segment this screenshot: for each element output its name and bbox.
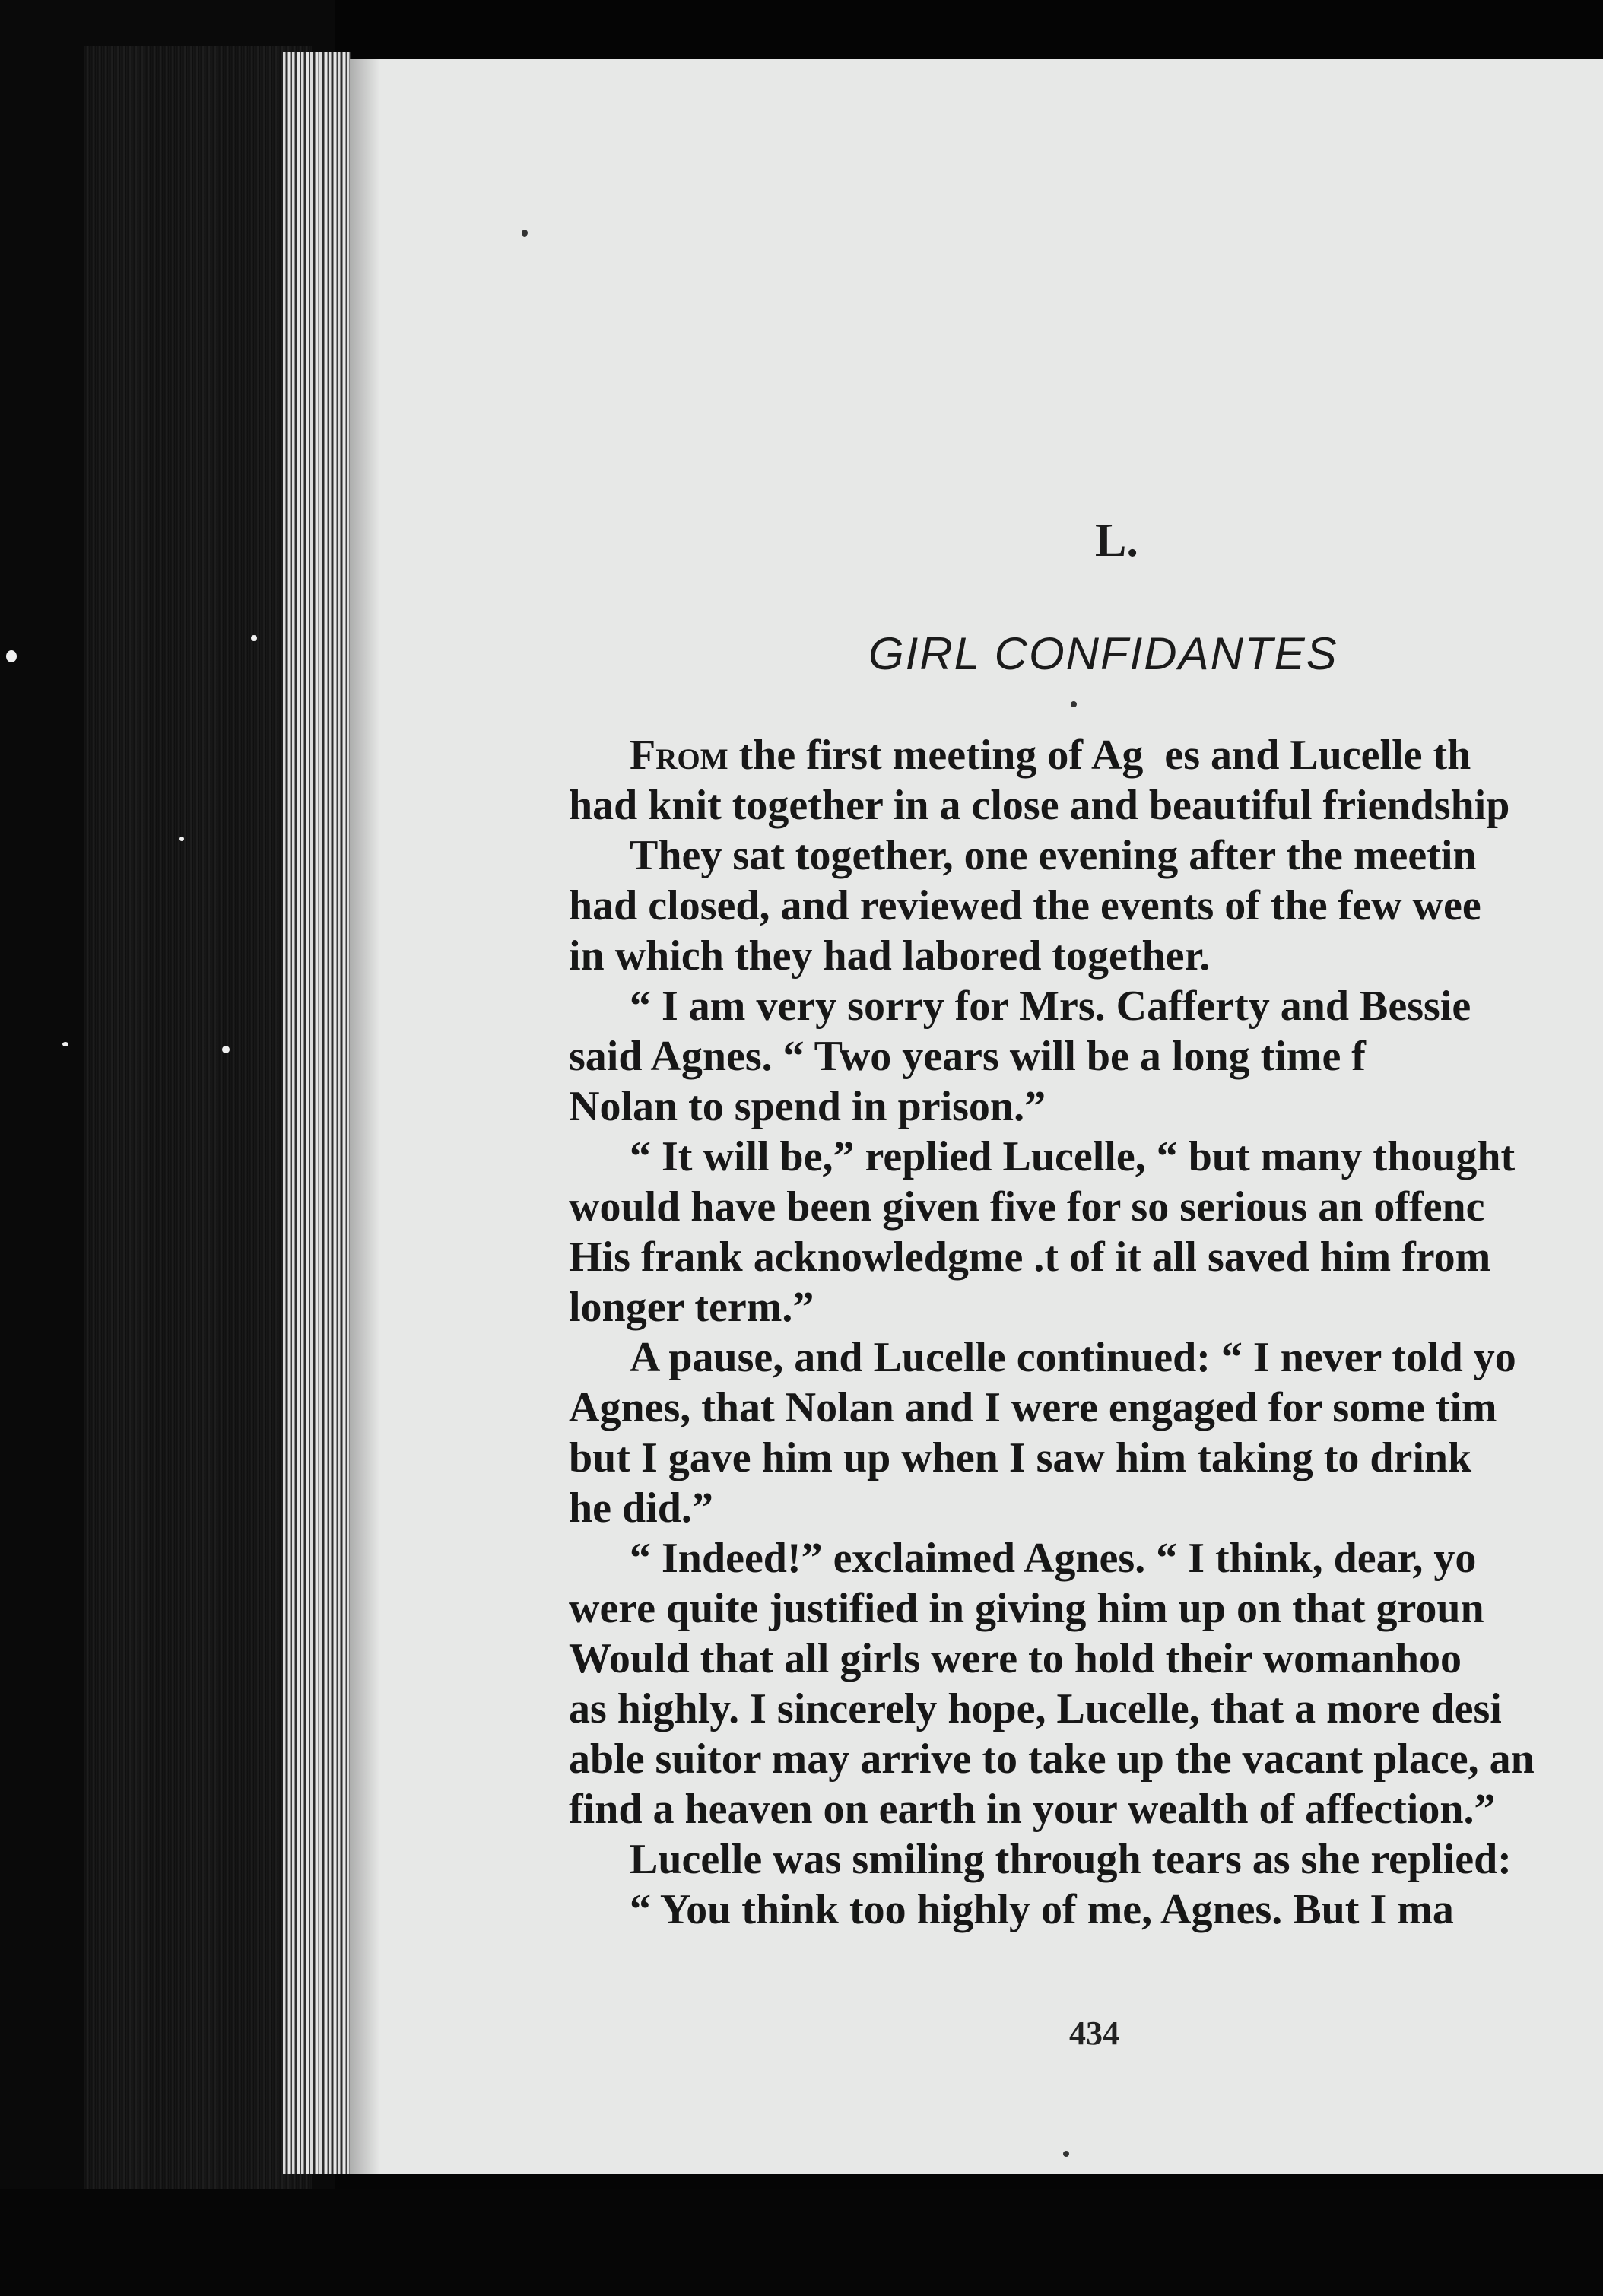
dust-speck — [179, 837, 184, 841]
text-line: “ You think too highly of me, Agnes. But I ma — [630, 1886, 1454, 1933]
dust-speck — [6, 650, 17, 662]
text-line: were quite justified in giving him up on that groun — [569, 1585, 1484, 1632]
text-line: find a heaven on earth in your wealth of affection.” — [569, 1786, 1496, 1833]
text-line-content: the first meeting of Ag es and Lucelle th — [728, 732, 1471, 779]
text-line: His frank acknowledgme .t of it all saved him from — [569, 1234, 1491, 1281]
text-line: had closed, and reviewed the events of the few wee — [569, 882, 1481, 929]
page-blemish — [1071, 701, 1077, 707]
text-line: longer term.” — [569, 1284, 814, 1331]
text-line: but I gave him up when I saw him taking to drink — [569, 1434, 1472, 1481]
page-edges — [283, 52, 351, 2174]
text-line: Nolan to spend in prison.” — [569, 1083, 1046, 1130]
dust-speck — [62, 1042, 68, 1046]
book-spine-shadow — [84, 46, 312, 2190]
text-line: Lucelle was smiling through tears as she replied: — [630, 1836, 1512, 1883]
chapter-title: GIRL CONFIDANTES — [868, 628, 1338, 679]
page-fold-shadow — [350, 59, 380, 2174]
text-line: “ I am very sorry for Mrs. Cafferty and Bessie — [630, 983, 1471, 1030]
page-blemish — [522, 230, 528, 237]
bottom-dark-margin — [0, 2189, 1603, 2296]
text-line: in which they had labored together. — [569, 932, 1211, 980]
text-line: A pause, and Lucelle continued: “ I never told yo — [630, 1334, 1516, 1381]
text-line: had knit together in a close and beautiful friendship — [569, 782, 1510, 829]
text-line: They sat together, one evening after the meetin — [630, 832, 1477, 879]
text-line: “ Indeed!” exclaimed Agnes. “ I think, dear, yo — [630, 1535, 1477, 1582]
text-line: “ It will be,” replied Lucelle, “ but many thought — [630, 1133, 1516, 1180]
text-line: Would that all girls were to hold their womanhoo — [569, 1635, 1462, 1682]
text-line: able suitor may arrive to take up the vacant place, an — [569, 1735, 1535, 1783]
text-line: he did.” — [569, 1485, 713, 1532]
page-number: 434 — [1069, 2015, 1119, 2052]
text-line: as highly. I sincerely hope, Lucelle, that a more desi — [569, 1685, 1502, 1732]
text-line: would have been given five for so serious an offenc — [569, 1183, 1485, 1231]
text-line: said Agnes. “ Two years will be a long time f — [569, 1033, 1366, 1080]
chapter-body — [569, 730, 1603, 1935]
text-line: Agnes, that Nolan and I were engaged for some tim — [569, 1384, 1497, 1431]
drop-word: From — [630, 732, 728, 779]
text-line — [569, 730, 1603, 780]
page-blemish — [1063, 2151, 1069, 2157]
chapter-number: L. — [1095, 515, 1138, 567]
dust-speck — [222, 1046, 230, 1053]
dust-speck — [251, 635, 257, 641]
